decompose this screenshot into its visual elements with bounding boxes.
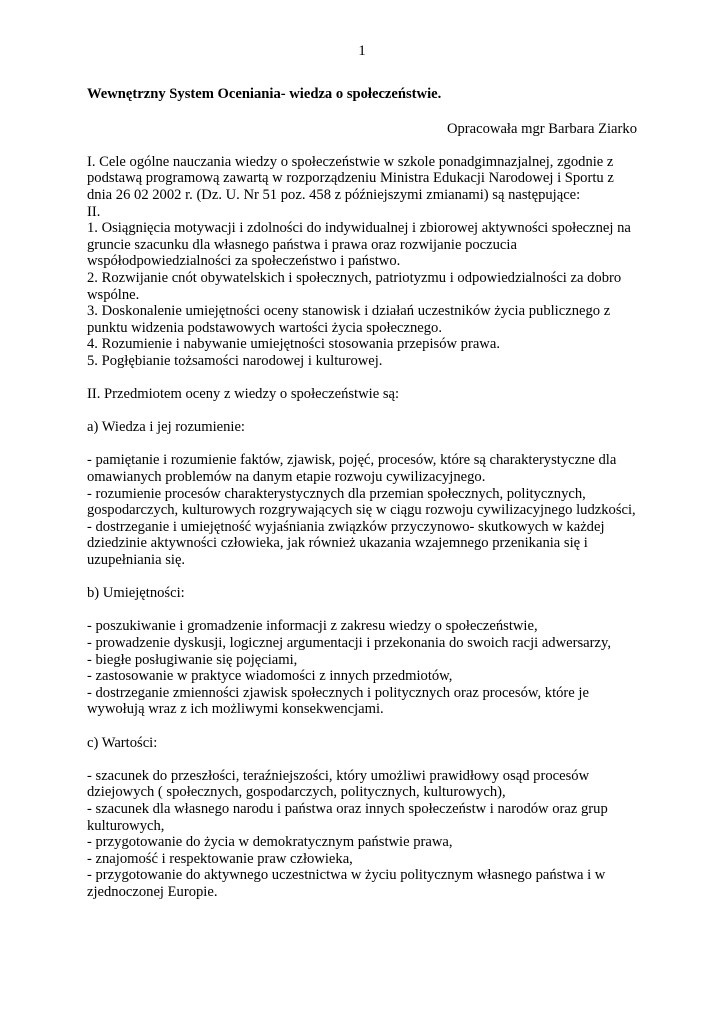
document-title: Wewnętrzny System Oceniania- wiedza o społeczeństwie. — [87, 86, 442, 102]
text-line: - prowadzenie dyskusji, logicznej argumentacji i przekonania do swoich racji adwersarzy, — [87, 635, 611, 651]
text-line: - dostrzeganie zmienności zjawisk społecznych i politycznych oraz procesów, które je — [87, 684, 589, 701]
document-body — [87, 86, 649, 901]
text-line: uzupełniania się. — [87, 552, 186, 569]
spacer — [87, 370, 649, 387]
text-line: II. — [87, 203, 101, 220]
text-line: - szacunek dla własnego narodu i państwa oraz innych społeczeństw i narodów oraz grup — [87, 800, 608, 817]
text-line: I. Cele ogólne nauczania wiedzy o społeczeństwie w szkole ponadgimnazjalnej, zgodnie z — [87, 153, 614, 170]
text-line: gruncie szacunku dla własnego państwa i prawa oraz rozwijanie poczucia — [87, 236, 517, 253]
spacer — [87, 602, 649, 619]
spacer — [87, 751, 649, 768]
text-line: dziejowych ( społecznych, gospodarczych, politycznych, kulturowych), — [87, 784, 506, 801]
text-line: dziedzinie aktywności człowieka, jak również ukazania wzajemnego przenikania się i — [87, 535, 588, 552]
section-ii-heading: II. Przedmiotem oceny z wiedzy o społeczeństwie są: — [87, 386, 400, 403]
text-line: zjednoczonej Europie. — [87, 883, 218, 900]
spacer — [87, 137, 649, 154]
text-line: 1. Osiągnięcia motywacji i zdolności do indywidualnej i zbiorowej aktywności społecznej na — [87, 220, 631, 237]
text-line: gospodarczych, kulturowych rozgrywających się w ciągu rozwoju cywilizacyjnego ludzkości, — [87, 502, 636, 519]
text-line: 3. Doskonalenie umiejętności oceny stanowisk i działań uczestników życia publicznego z — [87, 303, 611, 320]
author-line: Opracowała mgr Barbara Ziarko — [446, 120, 637, 137]
section-c-heading: c) Wartości: — [87, 734, 158, 751]
spacer — [87, 569, 649, 586]
text-line: podstawą programową zawartą w rozporządzeniu Ministra Edukacji Narodowej i Sportu z — [87, 170, 614, 187]
text-line: - poszukiwanie i gromadzenie informacji z zakresu wiedzy o społeczeństwie, — [87, 618, 538, 635]
section-b-list — [87, 618, 649, 718]
text-line: dnia 26 02 2002 r. (Dz. U. Nr 51 poz. 458 z późniejszymi zmianami) są następujące: — [87, 186, 581, 203]
text-line: - przygotowanie do aktywnego uczestnictwa w życiu politycznym własnego państwa i w — [87, 867, 606, 884]
text-line: wspólne. — [87, 286, 140, 303]
text-line: - biegłe posługiwanie się pojęciami, — [87, 651, 298, 668]
text-line: - pamiętanie i rozumienie faktów, zjawisk, pojęć, procesów, które są charakterystyczne dla — [87, 452, 617, 469]
text-line: - przygotowanie do życia w demokratycznym państwie prawa, — [87, 834, 453, 851]
intro-paragraph — [87, 154, 649, 370]
section-c-list — [87, 768, 649, 901]
text-line: współodpowiedzialności za społeczeństwo i państwo. — [87, 253, 401, 270]
spacer — [87, 436, 649, 453]
text-line: - znajomość i respektowanie praw człowieka, — [87, 850, 353, 867]
section-a-heading: a) Wiedza i jej rozumienie: — [87, 419, 245, 436]
text-line: punktu widzenia podstawowych wartości życia społecznego. — [87, 319, 443, 336]
section-b-heading: b) Umiejętności: — [87, 585, 185, 602]
spacer — [87, 718, 649, 735]
text-line: - zastosowanie w praktyce wiadomości z innych przedmiotów, — [87, 668, 453, 685]
text-line: - dostrzeganie i umiejętność wyjaśniania związków przyczynowo- skutkowych w każdej — [87, 518, 605, 535]
text-line: - szacunek do przeszłości, teraźniejszości, który umożliwi prawidłowy osąd procesów — [87, 767, 590, 784]
page-number: 1 — [358, 43, 366, 59]
text-line: 5. Pogłębianie tożsamości narodowej i kulturowej. — [87, 352, 383, 369]
text-line: 4. Rozumienie i nabywanie umiejętności stosowania przepisów prawa. — [87, 336, 500, 353]
text-line: - rozumienie procesów charakterystycznych dla przemian społecznych, politycznych, — [87, 485, 586, 502]
section-a-list — [87, 452, 649, 568]
text-line: wywołują wraz z ich możliwymi konsekwencjami. — [87, 701, 384, 718]
text-line: 2. Rozwijanie cnót obywatelskich i społecznych, patriotyzmu i odpowiedzialności za dobro — [87, 269, 622, 286]
text-line: omawianych problemów na danym etapie rozwoju cywilizacyjnego. — [87, 469, 486, 486]
text-line: kulturowych, — [87, 817, 165, 834]
spacer — [87, 403, 649, 420]
